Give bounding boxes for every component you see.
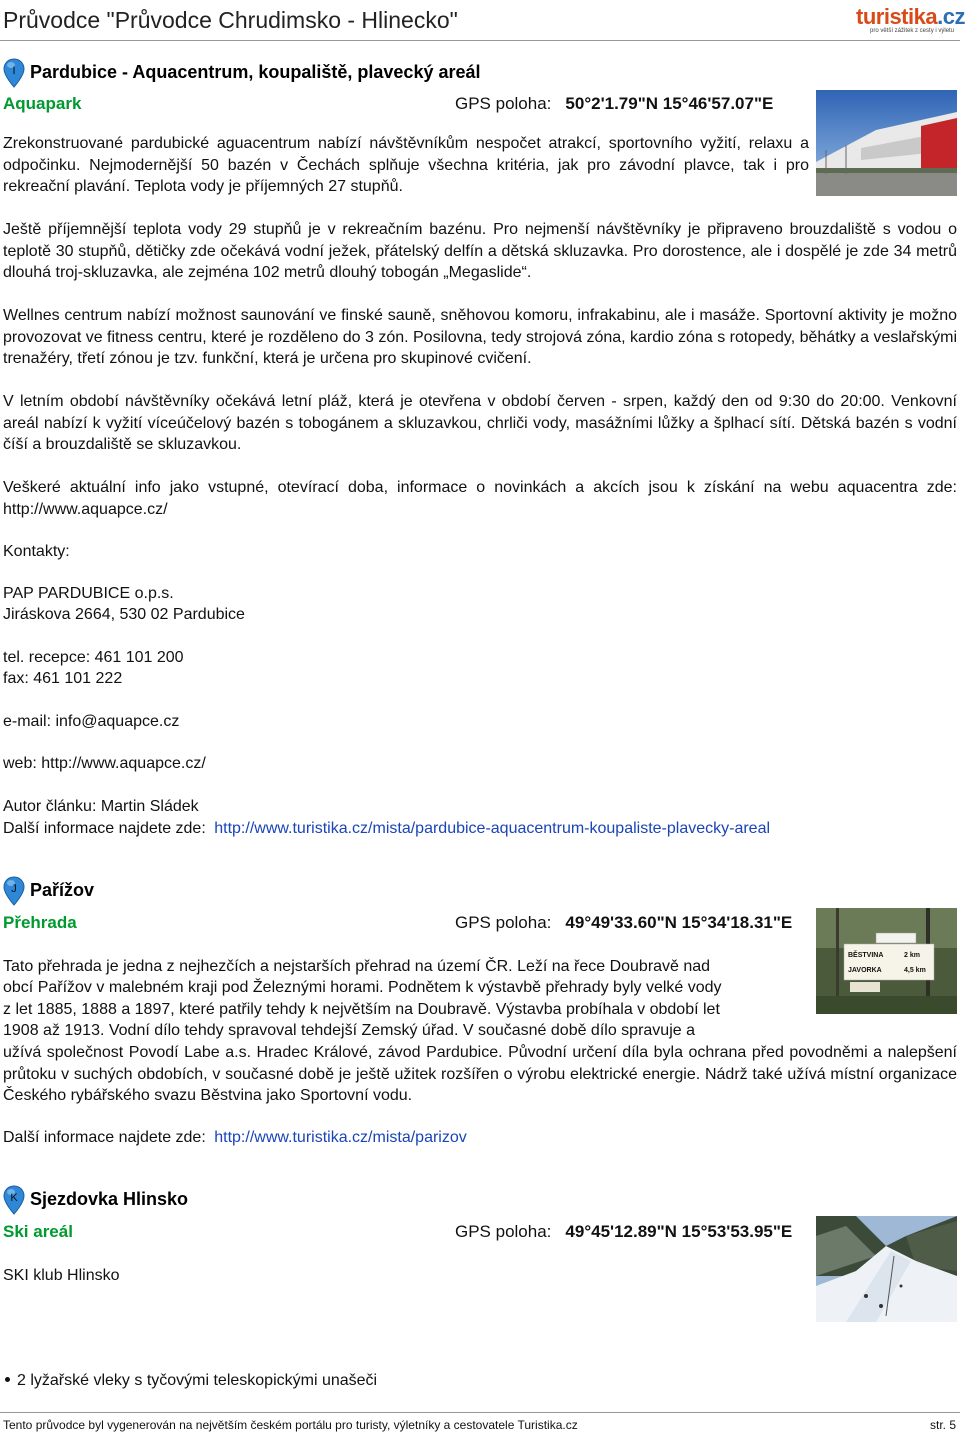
org-address: Jiráskova 2664, 530 02 Pardubice: [3, 606, 245, 623]
section-title-parizov: Pařížov: [30, 880, 95, 900]
club-name: SKI klub Hlinsko: [3, 1267, 120, 1284]
bullet-item: [3, 1370, 377, 1392]
gps-label: GPS poloha:: [455, 1222, 552, 1241]
more-info-link[interactable]: http://www.turistika.cz/mista/parizov: [214, 1129, 467, 1146]
gps-value: 49°49'33.60"N 15°34'18.31"E: [565, 913, 793, 932]
more-info-label: Další informace najdete zde:: [3, 820, 206, 837]
paragraph: užívá společnost Povodí Labe a.s. Hradec Králové, závod Pardubice. Původní určení díla byla ochrana před povodněmi a nalepšení průtoku v suchých obdobích, v současné době je ještě užitek rozšířen o výrobu elektrické energie. Nádrž také užívá místní organizace Českého rybářského svazu Běstvina jako Sportovní vodu.: [3, 1044, 957, 1104]
ski-slope-photo: [816, 1216, 957, 1322]
svg-text:JAVORKA: JAVORKA: [848, 967, 882, 974]
gps-position: [455, 94, 773, 114]
document-title: Průvodce "Průvodce Chrudimsko - Hlinecko": [3, 7, 458, 33]
tel-line: tel. recepce: 461 101 200: [3, 649, 184, 666]
web-line: web: http://www.aquapce.cz/: [3, 755, 206, 772]
logo-wordmark: turistika.cz: [856, 4, 965, 29]
page-number: str. 5: [929, 1418, 956, 1432]
map-pin-icon: [3, 1185, 25, 1215]
turistika-logo[interactable]: [856, 4, 965, 36]
gps-position: [455, 1222, 792, 1242]
more-info: [3, 818, 770, 840]
more-info-link[interactable]: http://www.turistika.cz/mista/pardubice-aquacentrum-koupaliste-plavecky-areal: [214, 820, 771, 837]
svg-text:4,5 km: 4,5 km: [904, 967, 926, 974]
footer-text: Tento průvodce byl vygenerován na největším českém portálu pro turisty, výletníky a cestovatele Turistika.cz: [3, 1418, 578, 1432]
more-info: [3, 1127, 467, 1149]
text-line: Tato přehrada je jedna z nejhezčích a nejstarších přehrad na území ČR. Leží na řece Doubravě nad: [3, 958, 711, 975]
bullet-text: 2 lyžařské vleky s tyčovými teleskopickými unašeči: [17, 1372, 378, 1389]
map-pin-icon: [3, 58, 25, 88]
gps-value: 50°2'1.79"N 15°46'57.07"E: [565, 94, 774, 113]
category-label: Přehrada: [3, 913, 77, 932]
bullet-icon: [5, 1377, 10, 1382]
fax-line: fax: 461 101 222: [3, 670, 123, 687]
svg-text:J: J: [11, 883, 17, 895]
gps-value: 49°45'12.89"N 15°53'53.95"E: [565, 1222, 793, 1241]
svg-text:BĚSTVINA: BĚSTVINA: [848, 952, 884, 959]
gps-label: GPS poloha:: [455, 94, 552, 113]
signpost-photo: [816, 908, 957, 1014]
svg-text:I: I: [12, 65, 16, 77]
category-label: Ski areál: [3, 1222, 73, 1241]
paragraph: Veškeré aktuální info jako vstupné, otevírací doba, informace o novinkách a akcích jsou k získání na webu aquacentra zde: http://www.aquapce.cz/: [3, 479, 957, 518]
gps-position: [455, 913, 792, 933]
more-info-label: Další informace najdete zde:: [3, 1129, 206, 1146]
org-name: PAP PARDUBICE o.p.s.: [3, 585, 174, 602]
text-line: 1908 až 1913. Vodní dílo tehdy spravoval tehdejší Zemský úřad. V současné době dílo spravuje a: [3, 1022, 695, 1039]
category-label: Aquapark: [3, 94, 82, 113]
email-line: e-mail: info@aquapce.cz: [3, 713, 180, 730]
section-title-sjezdovka: Sjezdovka Hlinsko: [30, 1189, 189, 1209]
footer-divider: [0, 1412, 960, 1413]
section-title-aquacentrum: Pardubice - Aquacentrum, koupaliště, plavecký areál: [30, 62, 481, 82]
text-line: obcí Pařížov v malebném kraji pod Železnými horami. Podnětem k výstavbě přehrady byly velké vody: [3, 979, 722, 996]
author-line: Autor článku: Martin Sládek: [3, 798, 199, 815]
paragraph: Zrekonstruované pardubické aguacentrum nabízí návštěvníkům nespočet atrakcí, sportovního vyžití, relaxu a odpočinku. Nejmodernější 50 bazén v Čechách splňuje všechna kritéria, jak pro závodní plavce, tak i pro rekreační plavání. Teplota vody je příjemných 27 stupňů.: [3, 135, 809, 195]
header-divider: [0, 40, 960, 41]
paragraph: Ještě příjemnější teplota vody 29 stupňů je v rekreačním bazénu. Pro nejmenší návštěvníky je připraveno brouzdaliště s vodou o teplotě 30 stupňů, dětičky zde očekává vodní ježek, přátelský delfín a dětská skluzavka. Pro dorostence, ale i dospělé je zde 34 metrů dlouhá troj-skluzavka, ale zejména 102 metrů dlouhý tobogán „Megaslide“.: [3, 221, 957, 281]
paragraph: V letním období návštěvníky očekává letní pláž, která je otevřena v období červen - srpen, každý den od 9:30 do 20:00. Venkovní areál nabízí k vyžití víceúčelový bazén s tobogánem a skluzavkou, chrliči vody, masážními lůžky a šplhací sítí. Dětská bazén s vodní číší a brouzdaliště se skluzavkou.: [3, 393, 957, 453]
aquacentrum-photo: [816, 90, 957, 196]
text-line: z let 1885, 1888 a 1897, které patřily tehdy k největším na Doubravě. Výstavba probíhala v období let: [3, 1001, 720, 1018]
gps-label: GPS poloha:: [455, 913, 552, 932]
svg-text:2 km: 2 km: [904, 952, 920, 959]
map-pin-icon: [3, 876, 25, 906]
logo-tagline: pro větší zážitek z cesty i výletu: [870, 28, 955, 34]
paragraph: Wellnes centrum nabízí možnost saunování ve finské sauně, sněhovou komoru, infrakabinu, ale i masáže. Sportovní aktivity je možno provozovat ve fitness centru, které je rozděleno do 3 zón. Posilovna, tedy strojová zóna, kardio zóna s rotopedy, běhátky a veslařskými trenažéry, třetí zónou je tzv. funkční, která je určena pro skupinové cvičení.: [3, 307, 957, 367]
svg-text:K: K: [10, 1192, 18, 1204]
contacts-label: Kontakty:: [3, 543, 70, 560]
